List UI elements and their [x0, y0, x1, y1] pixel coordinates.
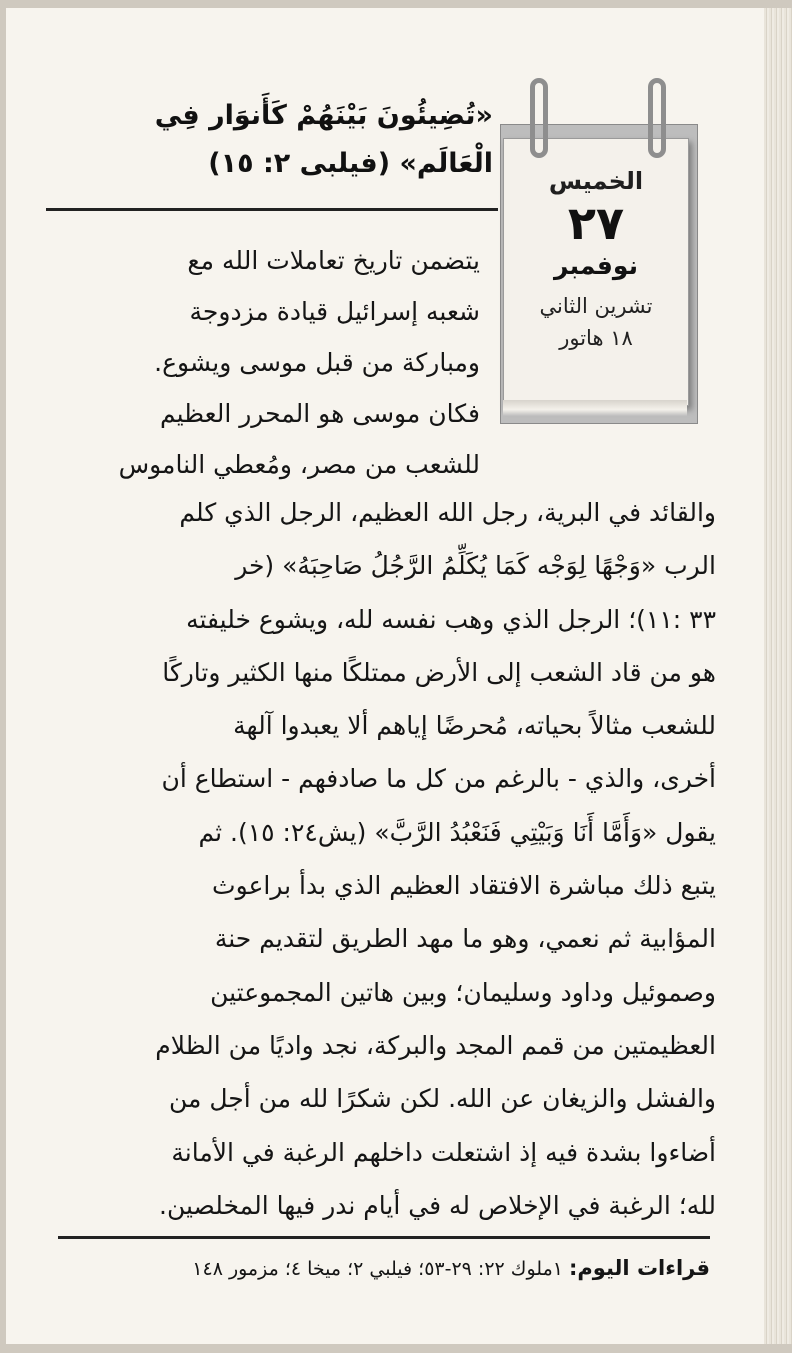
- readings-text: ١ملوك ٢٢: ٢٩-٥٣؛ فيلبي ٢؛ ميخا ٤؛ مزمور ١٤٨: [192, 1258, 563, 1280]
- calendar-date: ٢٧: [567, 196, 625, 250]
- verse-divider: [46, 208, 498, 211]
- body-line: وصموئيل وداود وسليمان؛ وبين هاتين المجموعتين: [210, 977, 716, 1007]
- key-verse-line: «تُضِيئُونَ بَيْنَهُمْ كَأَنوَار فِي: [154, 100, 493, 131]
- body-line: للشعب من مصر، ومُعطي الناموس: [118, 450, 480, 479]
- body-paragraph-top: [46, 235, 480, 490]
- calendar-icon: [500, 118, 696, 422]
- body-line: الرب «وَجْهًا لِوَجْه كَمَا يُكَلِّمُ الرَّجُلُ صَاحِبَهُ» (خر: [235, 551, 716, 581]
- daily-readings: [58, 1256, 710, 1280]
- calendar-syriac-month: تشرين الثاني: [539, 294, 653, 318]
- body-line: ومباركة من قبل موسى ويشوع.: [154, 348, 480, 377]
- body-line: أخرى، والذي - بالرغم من كل ما صادفهم - استطاع أن: [161, 764, 716, 794]
- key-verse-line: الْعَالَم» (فيلبى ٢: ١٥): [208, 148, 493, 179]
- body-line: العظيمتين من قمم المجد والبركة، نجد واديًا من الظلام: [155, 1030, 716, 1060]
- body-line: للشعب مثالاً بحياته، مُحرضًا إياهم ألا يعبدوا آلهة: [233, 711, 716, 741]
- body-line: والقائد في البرية، رجل الله العظيم، الرجل الذي كلم: [179, 498, 716, 527]
- body-line: يتبع ذلك مباشرة الافتقاد العظيم الذي بدأ براعوث: [212, 871, 716, 901]
- body-line: شعبه إسرائيل قيادة مزدوجة: [189, 297, 480, 326]
- key-verse: [118, 92, 493, 188]
- page-edge: [764, 8, 792, 1344]
- body-line: فكان موسى هو المحرر العظيم: [159, 399, 480, 428]
- footer-divider: [58, 1236, 710, 1239]
- body-line: يتضمن تاريخ تعاملات الله مع: [187, 246, 480, 275]
- body-line: أضاءوا بشدة فيه إذ اشتعلت داخلهم الرغبة في الأمانة: [171, 1137, 716, 1167]
- calendar-page-curl: [503, 400, 687, 416]
- body-paragraph: [46, 486, 716, 1232]
- binder-ring-icon: [648, 78, 666, 158]
- body-line: هو من قاد الشعب إلى الأرض ممتلكًا منها الكثير وتاركًا: [162, 657, 716, 687]
- calendar-sheet: [503, 138, 689, 406]
- calendar-day-name: الخميس: [548, 167, 644, 195]
- body-line: يقول «وَأَمَّا أَنَا وَبَيْتِي فَنَعْبُدُ الرَّبَّ» (يش٢٤: ١٥). ثم: [198, 817, 716, 847]
- body-line: المؤابية ثم نعمي، وهو ما مهد الطريق لتقديم حنة: [214, 924, 716, 954]
- body-line: والفشل والزيغان عن الله. لكن شكرًا لله من أجل من: [168, 1084, 716, 1114]
- calendar-coptic-date: ١٨ هاتور: [559, 326, 633, 350]
- readings-label: قراءات اليوم:: [569, 1256, 710, 1280]
- calendar-month: نوفمبر: [554, 251, 638, 280]
- body-line: ٣٣ :١١)؛ الرجل الذي وهب نفسه لله، ويشوع خليفته: [186, 604, 716, 634]
- body-line: لله؛ الرغبة في الإخلاص له في أيام ندر فيها المخلصين.: [159, 1190, 716, 1220]
- binder-ring-icon: [530, 78, 548, 158]
